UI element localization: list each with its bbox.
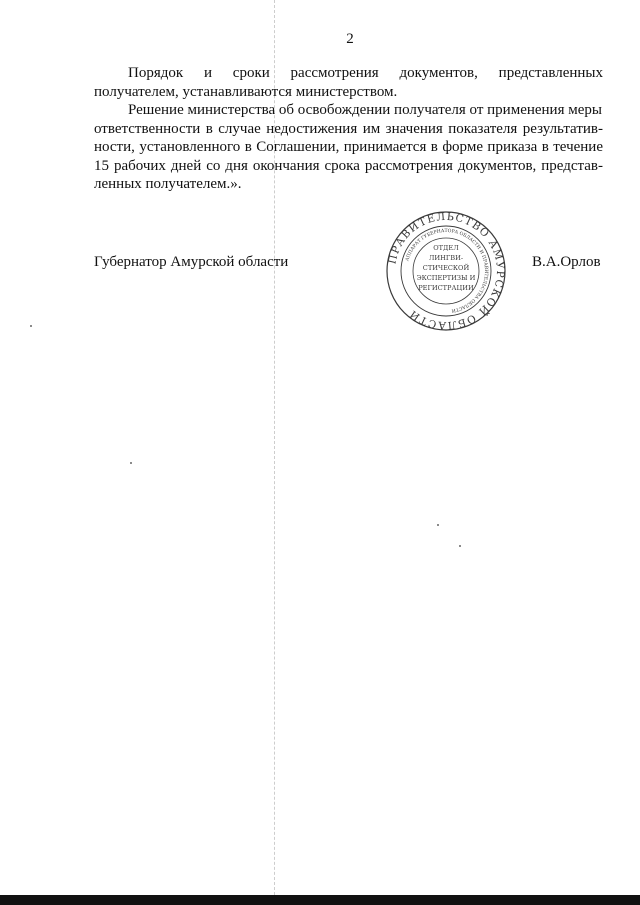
paragraph-line: ности, установленного в Соглашении, принимается в форме приказа в течение — [94, 139, 603, 155]
scan-speck — [30, 325, 32, 327]
official-seal — [384, 211, 508, 331]
paragraph-line: ленных получателем.». — [94, 176, 242, 192]
paragraph-line: получателем, устанавливаются министерством. — [94, 83, 398, 100]
paragraph-line: Порядок и сроки рассмотрения документов, представленных — [128, 65, 603, 81]
signatory-title: Губернатор Амурской области — [94, 254, 289, 270]
seal-center-line: СТИЧЕСКОЙ — [422, 264, 470, 272]
seal-inner-ring-text: АППАРАТ ГУБЕРНАТОРА ОБЛАСТИ И ПРАВИТЕЛЬСТВА ОБЛАСТИ — [405, 228, 489, 313]
scan-speck — [459, 545, 461, 547]
paragraph-line: ответственности в случае недостижения им значения показателя результатив- — [94, 120, 603, 137]
scan-speck — [437, 524, 439, 526]
seal-center-line: ЛИНГВИ- — [428, 254, 464, 262]
seal-center-line: РЕГИСТРАЦИИ — [418, 284, 474, 292]
signatory-name: В.А.Орлов — [532, 254, 601, 270]
paragraph-line: Решение министерства об освобождении получателя от применения меры — [128, 102, 602, 118]
seal-outer-text: ПРАВИТЕЛЬСТВО АМУРСКОЙ ОБЛАСТИ — [386, 211, 507, 331]
seal-center-line: ОТДЕЛ — [433, 244, 459, 252]
page-number: 2 — [346, 31, 354, 47]
scan-speck — [130, 462, 132, 464]
scan-bottom-edge — [0, 895, 640, 905]
paragraph-line: 15 рабочих дней со дня окончания срока рассмотрения документов, представ- — [94, 157, 603, 174]
paragraph-procedure — [94, 64, 603, 101]
seal-center-line: ЭКСПЕРТИЗЫ И — [416, 274, 476, 282]
paragraph-decision — [94, 101, 603, 194]
